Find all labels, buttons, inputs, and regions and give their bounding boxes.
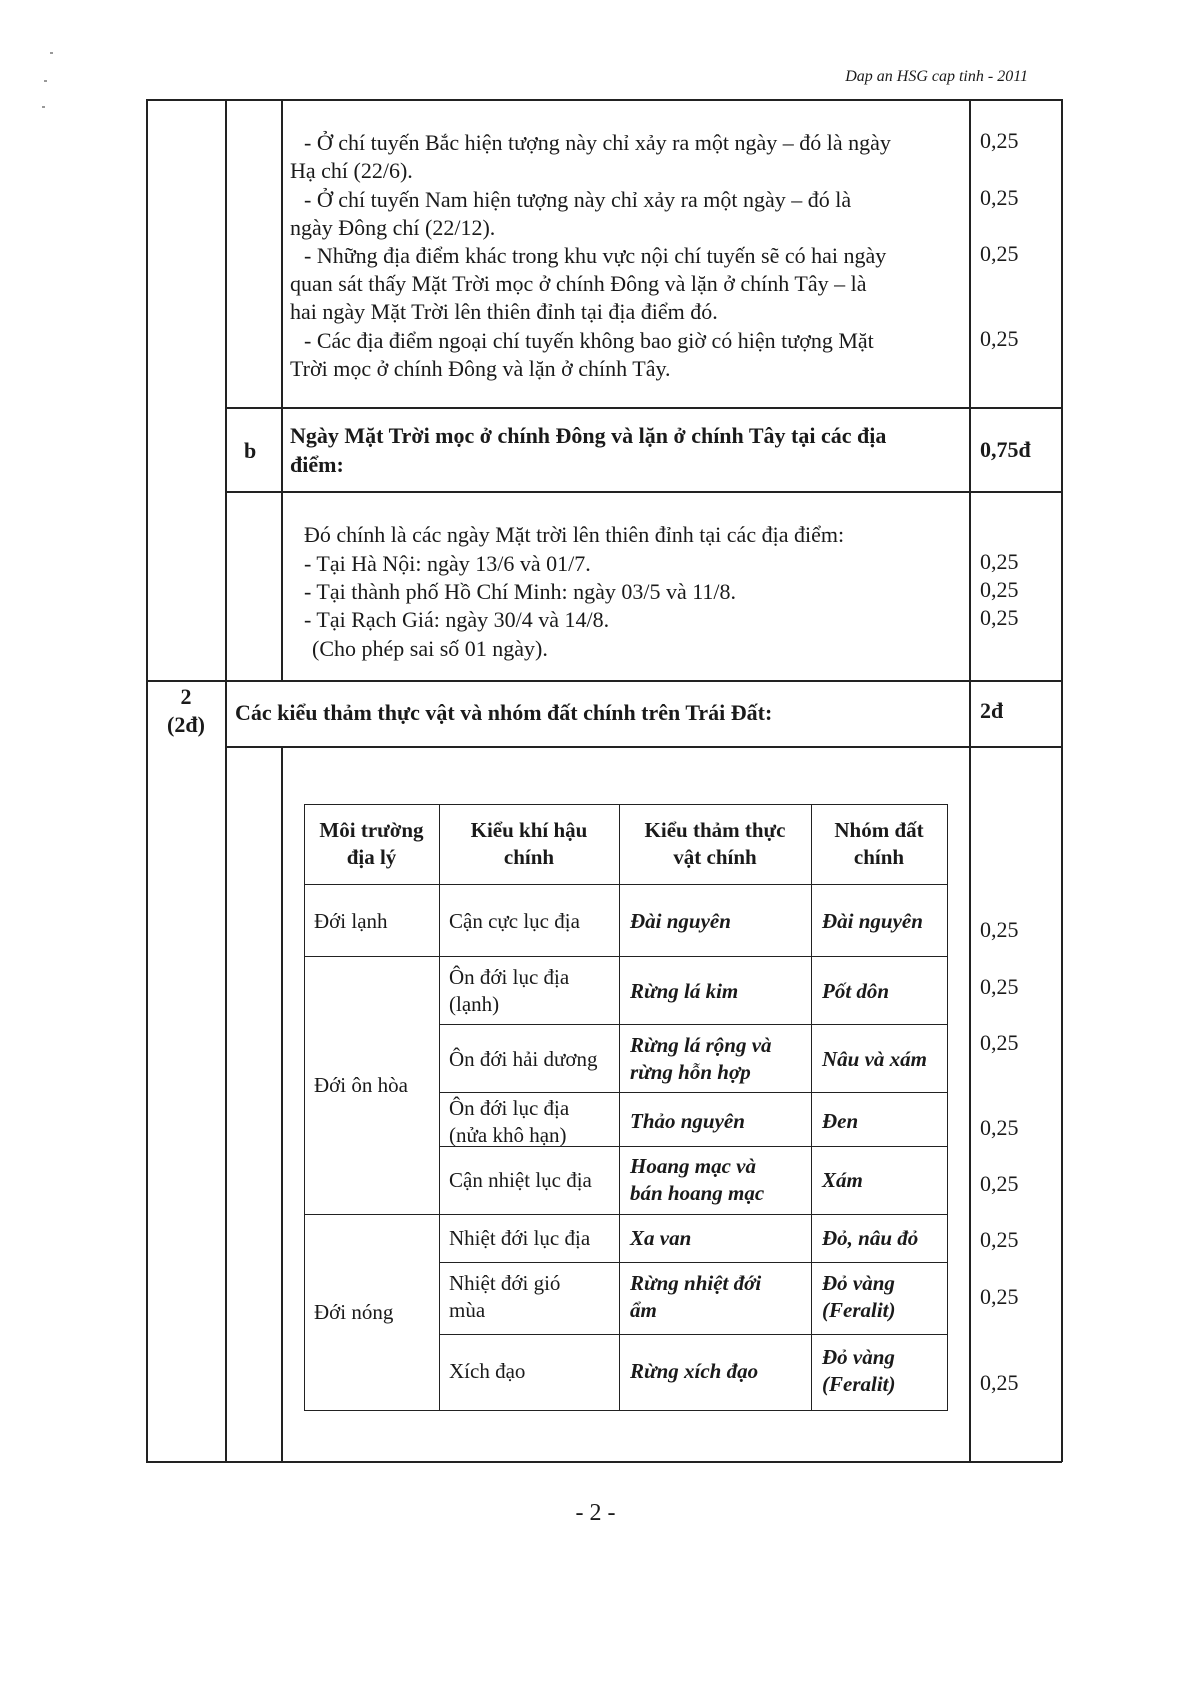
section-a-line: - Ở chí tuyến Nam hiện tượng này chỉ xảy ra một ngày – đó là <box>304 187 852 212</box>
climate-cell: Ôn đới hải dương <box>449 1047 598 1071</box>
soil-cell: Đài nguyên <box>822 909 923 933</box>
score-value: 0,25 <box>980 1171 1019 1196</box>
score-value: 0,25 <box>980 185 1019 210</box>
score-value: 0,25 <box>980 1115 1019 1140</box>
section-a-line: quan sát thấy Mặt Trời mọc ở chính Đông và lặn ở chính Tây – là <box>290 271 867 296</box>
question-points: (2đ) <box>167 712 205 737</box>
vegetation-cell: Rừng xích đạo <box>630 1359 759 1383</box>
score-value: 0,25 <box>980 605 1019 630</box>
score-value: 0,25 <box>980 241 1019 266</box>
climate-cell: Nhiệt đới gió mùa <box>449 1271 561 1322</box>
zone-cold: Đới lạnh <box>314 909 388 933</box>
question-number: 2 <box>180 684 192 709</box>
question2-score: 2đ <box>980 698 1004 723</box>
section-b-title-line1: Ngày Mặt Trời mọc ở chính Đông và lặn ở chính Tây tại các địa <box>290 423 887 448</box>
score-value: 0,25 <box>980 326 1019 351</box>
vegetation-cell: Rừng lá kim <box>630 979 739 1003</box>
score-value: 0,25 <box>980 549 1019 574</box>
soil-cell: Đỏ vàng (Feralit) <box>822 1345 896 1396</box>
climate-cell: Ôn đới lục địa (lạnh) <box>449 965 570 1016</box>
table-header-environment: Môi trường địa lý <box>319 818 424 869</box>
section-b-line: - Tại Hà Nội: ngày 13/6 và 01/7. <box>304 551 591 576</box>
score-value: 0,25 <box>980 1370 1019 1395</box>
section-b-score: 0,75đ <box>980 437 1031 462</box>
zone-temperate: Đới ôn hòa <box>314 1073 408 1097</box>
table-header-soil: Nhóm đất chính <box>834 818 924 869</box>
scan-speck <box>50 52 53 54</box>
section-b-label: b <box>244 438 257 463</box>
score-value: 0,25 <box>980 128 1019 153</box>
score-value: 0,25 <box>980 974 1019 999</box>
section-a-line: Hạ chí (22/6). <box>290 158 413 183</box>
section-a-line: - Những địa điểm khác trong khu vực nội chí tuyến sẽ có hai ngày <box>304 243 887 268</box>
score-value: 0,25 <box>980 917 1019 942</box>
score-value: 0,25 <box>980 577 1019 602</box>
score-value: 0,25 <box>980 1030 1019 1055</box>
section-a-line: hai ngày Mặt Trời lên thiên đỉnh tại địa điểm đó. <box>290 299 718 324</box>
vegetation-cell: Thảo nguyên <box>630 1109 745 1133</box>
vegetation-cell: Rừng lá rộng và rừng hỗn hợp <box>630 1033 772 1084</box>
soil-cell: Nâu và xám <box>822 1047 927 1071</box>
soil-cell: Pốt dôn <box>822 979 890 1003</box>
page-number: - 2 - <box>575 1500 616 1526</box>
question2-title: Các kiểu thảm thực vật và nhóm đất chính trên Trái Đất: <box>235 700 773 725</box>
section-b-line: - Tại Rạch Giá: ngày 30/4 và 14/8. <box>304 607 610 632</box>
climate-cell: Xích đạo <box>449 1359 526 1383</box>
soil-cell: Đỏ, nâu đỏ <box>822 1226 919 1250</box>
section-b-line: - Tại thành phố Hồ Chí Minh: ngày 03/5 và 11/8. <box>304 579 737 604</box>
soil-cell: Xám <box>822 1168 863 1192</box>
section-a-line: - Các địa điểm ngoại chí tuyến không bao giờ có hiện tượng Mặt <box>304 328 874 353</box>
scan-speck <box>44 80 47 82</box>
vegetation-cell: Hoang mạc và bán hoang mạc <box>630 1154 765 1205</box>
scan-speck <box>42 106 45 108</box>
table-header-climate: Kiểu khí hậu chính <box>470 818 588 869</box>
section-a-line: Trời mọc ở chính Đông và lặn ở chính Tây. <box>290 356 671 381</box>
vegetation-soil-table <box>304 804 947 1411</box>
soil-cell: Đen <box>822 1109 859 1133</box>
climate-cell: Cận nhiệt lục địa <box>449 1168 592 1192</box>
vegetation-cell: Xa van <box>630 1226 692 1250</box>
vegetation-cell: Đài nguyên <box>630 909 731 933</box>
climate-cell: Nhiệt đới lục địa <box>449 1226 591 1250</box>
section-a-line: - Ở chí tuyến Bắc hiện tượng này chỉ xảy ra một ngày – đó là ngày <box>304 130 891 155</box>
soil-cell: Đỏ vàng (Feralit) <box>822 1271 896 1322</box>
section-b-line: (Cho phép sai số 01 ngày). <box>312 636 548 661</box>
page-header: Dap an HSG cap tinh - 2011 <box>845 68 1028 85</box>
score-value: 0,25 <box>980 1227 1019 1252</box>
table-header-vegetation: Kiểu thảm thực vật chính <box>644 818 786 869</box>
section-b-title-line2: điểm: <box>290 452 344 477</box>
climate-cell: Ôn đới lục địa (nửa khô hạn) <box>449 1096 570 1147</box>
section-a-line: ngày Đông chí (22/12). <box>290 215 496 240</box>
climate-cell: Cận cực lục địa <box>449 909 580 933</box>
section-b-line: Đó chính là các ngày Mặt trời lên thiên đỉnh tại các địa điểm: <box>304 522 845 547</box>
vegetation-cell: Rừng nhiệt đới ẩm <box>630 1271 762 1322</box>
zone-hot: Đới nóng <box>314 1300 394 1324</box>
score-value: 0,25 <box>980 1284 1019 1309</box>
